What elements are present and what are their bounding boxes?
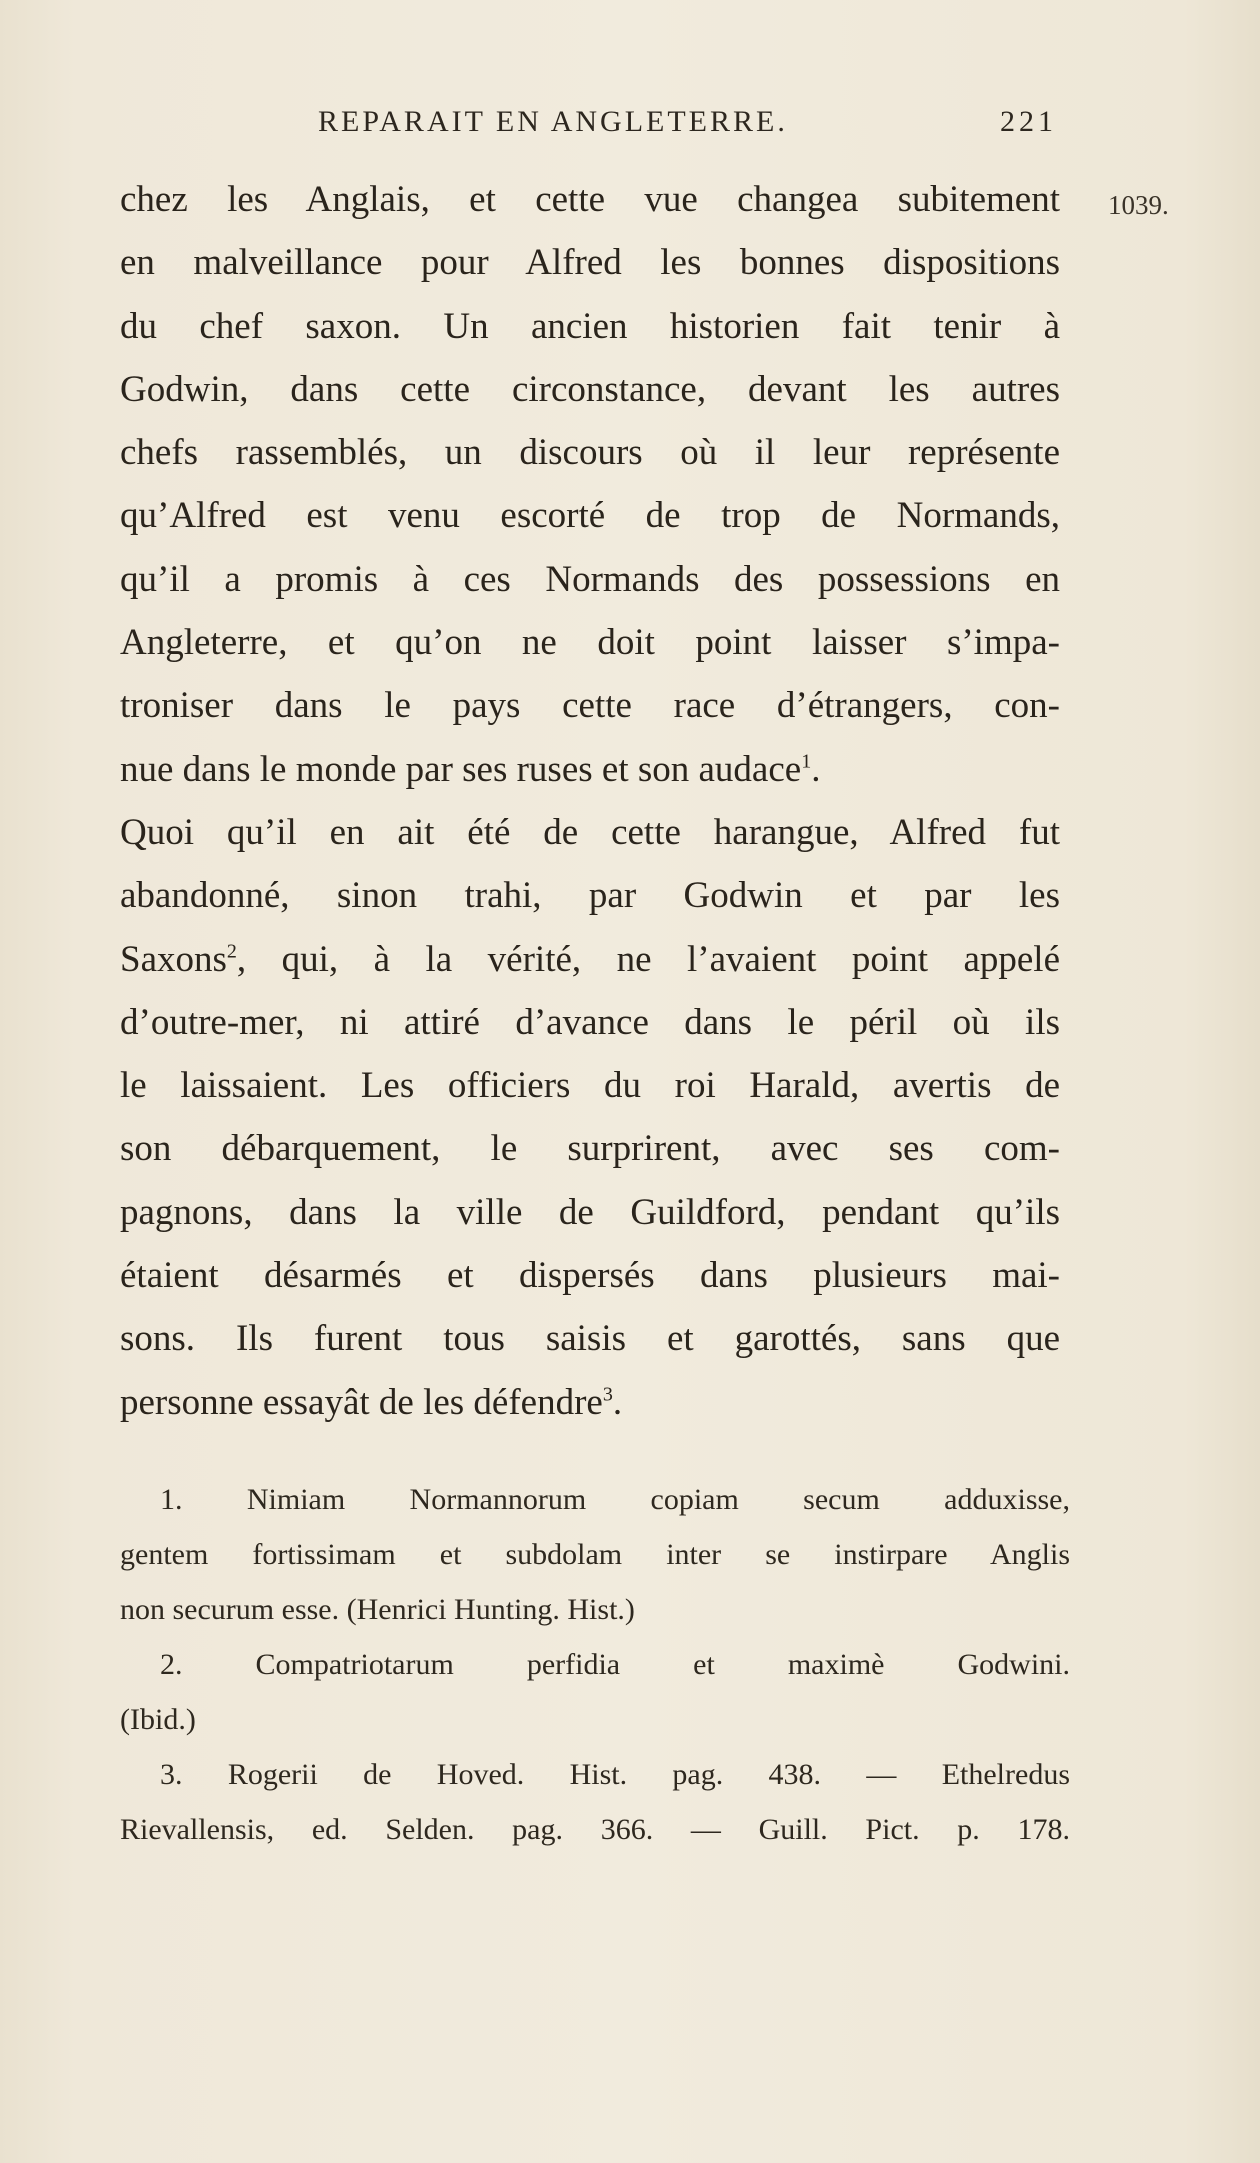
text-line-content: personne essayât de les défendre: [120, 1381, 603, 1423]
text-line: d’outre-mer, ni attiré d’avance dans le péril où ils: [120, 1001, 1060, 1043]
text-line: Angleterre, et qu’on ne doit point laisser s’impa-: [120, 622, 1060, 664]
main-text: [120, 168, 1060, 1434]
text-line: Godwin, dans cette circonstance, devant les autres: [120, 368, 1060, 410]
text-line-rest: , qui, à la vérité, ne l’avaient point appelé: [236, 938, 1060, 980]
text-line: chez les Anglais, et cette vue changea subitement: [120, 179, 1060, 220]
footnote-3-line: Rievallensis, ed. Selden. pag. 366. — Guill. Pict. p. 178.: [120, 1813, 1070, 1846]
footnote-2-line: (Ibid.): [120, 1703, 196, 1736]
page-number: 221: [1000, 105, 1057, 138]
text-line: Quoi qu’il en ait été de cette harangue, Alfred fut: [120, 811, 1060, 853]
footnote-1-line: non securum esse. (Henrici Hunting. Hist.): [120, 1593, 635, 1626]
text-line: en malveillance pour Alfred les bonnes dispositions: [120, 242, 1060, 284]
footnote-2-line: 2. Compatriotarum perfidia et maximè Godwini.: [160, 1648, 1070, 1681]
footnote-1-line: 1. Nimiam Normannorum copiam secum adduxisse,: [160, 1483, 1070, 1516]
text-line: qu’Alfred est venu escorté de trop de Normands,: [120, 495, 1060, 537]
text-line: [120, 738, 1060, 801]
text-line: du chef saxon. Un ancien historien fait tenir à: [120, 305, 1060, 347]
text-line: [120, 1371, 1060, 1434]
text-line: sons. Ils furent tous saisis et garottés, sans que: [120, 1318, 1060, 1360]
text-line-content: nue dans le monde par ses ruses et son audace: [120, 748, 802, 790]
running-title: REPARAIT EN ANGLETERRE.: [318, 105, 788, 138]
text-line: abandonné, sinon trahi, par Godwin et par les: [120, 875, 1060, 917]
text-line: troniser dans le pays cette race d’étrangers, con-: [120, 685, 1060, 727]
text-line: qu’il a promis à ces Normands des possessions en: [120, 558, 1060, 600]
text-line-end: .: [612, 1381, 623, 1423]
footnote-ref-2: 2: [226, 940, 237, 963]
text-line-end: .: [811, 748, 821, 790]
footnote-ref-1: 1: [801, 750, 812, 773]
footnote-ref-3: 3: [602, 1383, 613, 1406]
footnotes: [120, 1472, 1070, 1857]
footnote-3-line: 3. Rogerii de Hoved. Hist. pag. 438. — Ethelredus: [160, 1758, 1070, 1791]
text-line: pagnons, dans la ville de Guildford, pendant qu’ils: [120, 1191, 1060, 1233]
text-line: étaient désarmés et dispersés dans plusieurs mai-: [120, 1255, 1060, 1297]
text-line-content: Saxons: [120, 938, 227, 980]
text-line: son débarquement, le surprirent, avec ses com-: [120, 1128, 1060, 1170]
text-line: chefs rassemblés, un discours où il leur représente: [120, 432, 1060, 474]
text-line: [120, 928, 1060, 991]
text-line: le laissaient. Les officiers du roi Harald, avertis de: [120, 1065, 1060, 1107]
footnote-1-line: gentem fortissimam et subdolam inter se instirpare Anglis: [120, 1538, 1070, 1571]
margin-year-note: 1039.: [1108, 190, 1169, 220]
